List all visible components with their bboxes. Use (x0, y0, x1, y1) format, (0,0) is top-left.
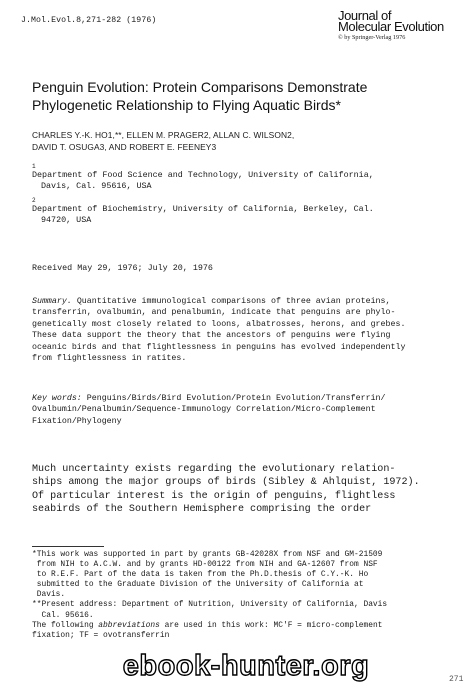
affiliation-1-line-2: Davis, Cal. 95616, USA (41, 181, 152, 191)
keywords-line-2: Ovalbumin/Penalbumin/Sequence-Immunology Correlation/Micro-Complement (32, 405, 376, 415)
key-words (32, 393, 462, 427)
affiliation-1-number: 1 (32, 163, 36, 170)
footnote-3-line-1 (32, 621, 464, 631)
body-text (32, 463, 462, 517)
summary-line-1-text: Quantitative immunological comparisons of three avian proteins, (71, 297, 391, 306)
affiliation-2 (32, 198, 452, 226)
summary-line-2: transferrin, ovalbumin, and penalbumin, indicate that penguins are phylo- (32, 308, 396, 318)
journal-citation: J.Mol.Evol.8,271-282 (1976) (21, 16, 157, 25)
footnote-3-line-2: fixation; TF = ovotransferrin (32, 630, 170, 640)
affiliation-2-line-2: 94720, USA (41, 215, 92, 225)
page-number: 271 (449, 675, 464, 684)
body-line-3: Of particular interest is the origin of penguins, flightless (32, 490, 396, 502)
footnote-3-suffix: are used in this work: MC'F = micro-complement (159, 620, 383, 630)
summary-line-5: oceanic birds and that flightlessness in penguins has evolved independently (32, 342, 406, 352)
affiliation-2-number: 2 (32, 197, 36, 204)
footnote-3-prefix: The following (32, 620, 99, 630)
keywords-line-3: Fixation/Phylogeny (32, 416, 122, 426)
footnote-1-line-3: to R.E.F. Part of the data is taken from the Ph.D.thesis of C.Y.-K. Ho (32, 570, 369, 580)
title-line-1: Penguin Evolution: Protein Comparisons Demonstrate (32, 79, 368, 95)
paper-title (32, 78, 442, 114)
footnote-divider (32, 546, 104, 547)
footnote-1-line-1: *This work was supported in part by grants GB-42028X from NSF and GM-21509 (32, 550, 383, 559)
affiliation-2-line-1: Department of Biochemistry, University of California, Berkeley, Cal. (32, 204, 374, 214)
journal-masthead (338, 10, 458, 41)
watermark-logo: ebook-hunter.org (122, 650, 370, 682)
received-date: Received May 29, 1976; July 20, 1976 (32, 263, 213, 273)
footnote-1-line-4: submitted to the Graduate Division of the University of California at (32, 580, 364, 590)
summary-label: Summary. (32, 297, 72, 306)
footnote-1-line-5: Davis. (32, 590, 66, 600)
title-line-2: Phylogenetic Relationship to Flying Aquatic Birds* (32, 97, 341, 113)
keywords-line-1 (32, 393, 462, 404)
authors-line-1: CHARLES Y.-K. HO1,**, ELLEN M. PRAGER2, ALLAN C. WILSON2, (32, 130, 295, 140)
journal-copyright: © by Springer-Verlag 1976 (338, 34, 406, 41)
footnote-2-line-1: **Present address: Department of Nutrition, University of California, Davis (32, 600, 388, 610)
affiliation-1 (32, 164, 452, 192)
summary-line-6: from flightlessness in ratites. (32, 354, 187, 364)
affiliation-1-line-1: Department of Food Science and Technology, University of California, (32, 170, 374, 180)
body-line-4: seabirds of the Southern Hemisphere comprising the order (32, 504, 372, 516)
footnote-1-line-2: from NIH to A.C.W. and by grants HD-00122 from NIH and GA-12607 from NSF (32, 560, 378, 570)
author-list (32, 129, 442, 153)
body-line-1: Much uncertainty exists regarding the evolutionary relation- (32, 464, 396, 475)
keywords-label: Key words: (32, 394, 82, 403)
footnote-3-emphasis: abbreviations (98, 620, 160, 630)
summary-abstract (32, 296, 462, 364)
footnotes (32, 550, 464, 641)
journal-name-line1: Journal of (338, 8, 392, 23)
summary-line-4: These data support the theory that the ancestors of penguins were flying (32, 331, 391, 341)
summary-line-1 (32, 296, 462, 307)
body-line-2: ships among the major groups of birds (Sibley & Ahlquist, 1972). (32, 477, 420, 489)
footnote-2-line-2: Cal. 95616. (32, 610, 94, 620)
summary-line-3: genetically most closely related to loons, albatrosses, herons, and grebes. (32, 319, 406, 329)
authors-line-2: DAVID T. OSUGA3, AND ROBERT E. FEENEY3 (32, 142, 217, 152)
journal-name-line2: Molecular Evolution (338, 19, 444, 34)
keywords-line-1-text: Penguins/Birds/Bird Evolution/Protein Evolution/Transferrin/ (81, 394, 386, 403)
